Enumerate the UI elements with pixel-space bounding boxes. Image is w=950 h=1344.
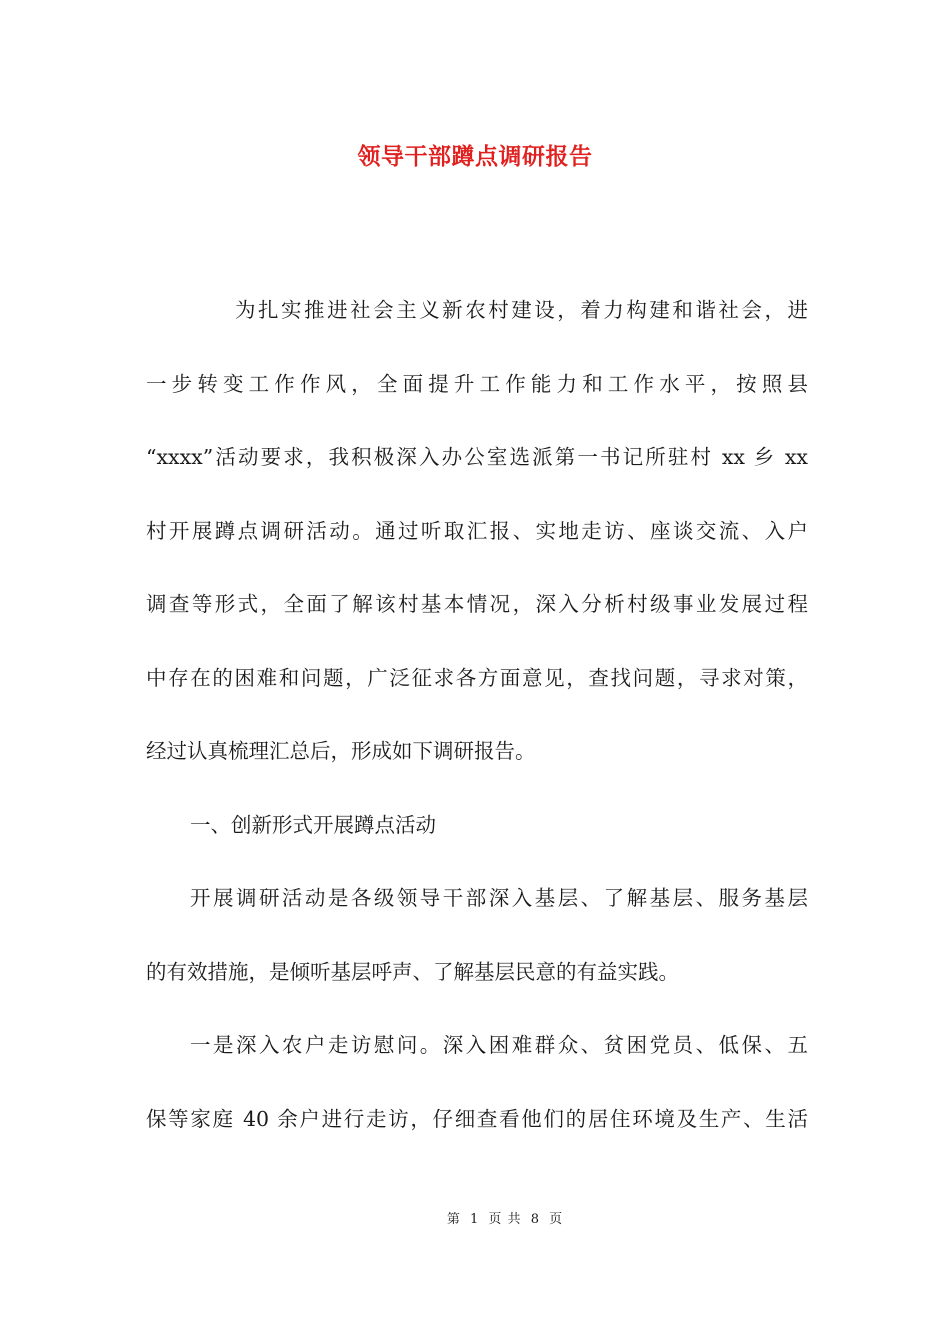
paragraph-line: 一是深入农户走访慰问。深入困难群众、贫困党员、低保、五: [190, 1033, 808, 1057]
document-title: 领导干部蹲点调研报告: [357, 143, 593, 170]
page-label-suffix: 页: [549, 1212, 564, 1227]
paragraph-line: 调查等形式，全面了解该村基本情况，深入分析村级事业发展过程: [146, 592, 808, 616]
page-label-prefix: 第: [446, 1212, 461, 1227]
paragraph-line: 中存在的困难和问题，广泛征求各方面意见，查找问题，寻求对策，: [146, 665, 808, 690]
paragraph-line: 一步转变工作作风，全面提升工作能力和工作水平，按照县: [146, 371, 808, 396]
total-pages-number: 8: [530, 1212, 540, 1227]
paragraph-line: 保等家庭 40 余户进行走访，仔细查看他们的居住环境及生产、生活: [146, 1106, 808, 1131]
paragraph-line: 开展调研活动是各级领导干部深入基层、了解基层、服务基层: [190, 886, 808, 910]
paragraph-line: 村开展蹲点调研活动。通过听取汇报、实地走访、座谈交流、入户: [146, 518, 808, 543]
page-footer: [0, 1208, 950, 1227]
paragraph-line: “xxxx”活动要求，我积极深入办公室选派第一书记所驻村 xx 乡 xx: [146, 445, 808, 469]
current-page-number: 1: [470, 1212, 480, 1227]
paragraph-line: 经过认真梳理汇总后，形成如下调研报告。: [146, 739, 536, 763]
document-body: [146, 274, 808, 1156]
page-label-mid: 页 共: [488, 1212, 522, 1227]
section-heading: 一、创新形式开展蹲点活动: [190, 812, 436, 837]
paragraph-line: 的有效措施，是倾听基层呼声、了解基层民意的有益实践。: [146, 959, 679, 984]
paragraph-line: 为扎实推进社会主义新农村建设，着力构建和谐社会，进: [235, 298, 808, 322]
